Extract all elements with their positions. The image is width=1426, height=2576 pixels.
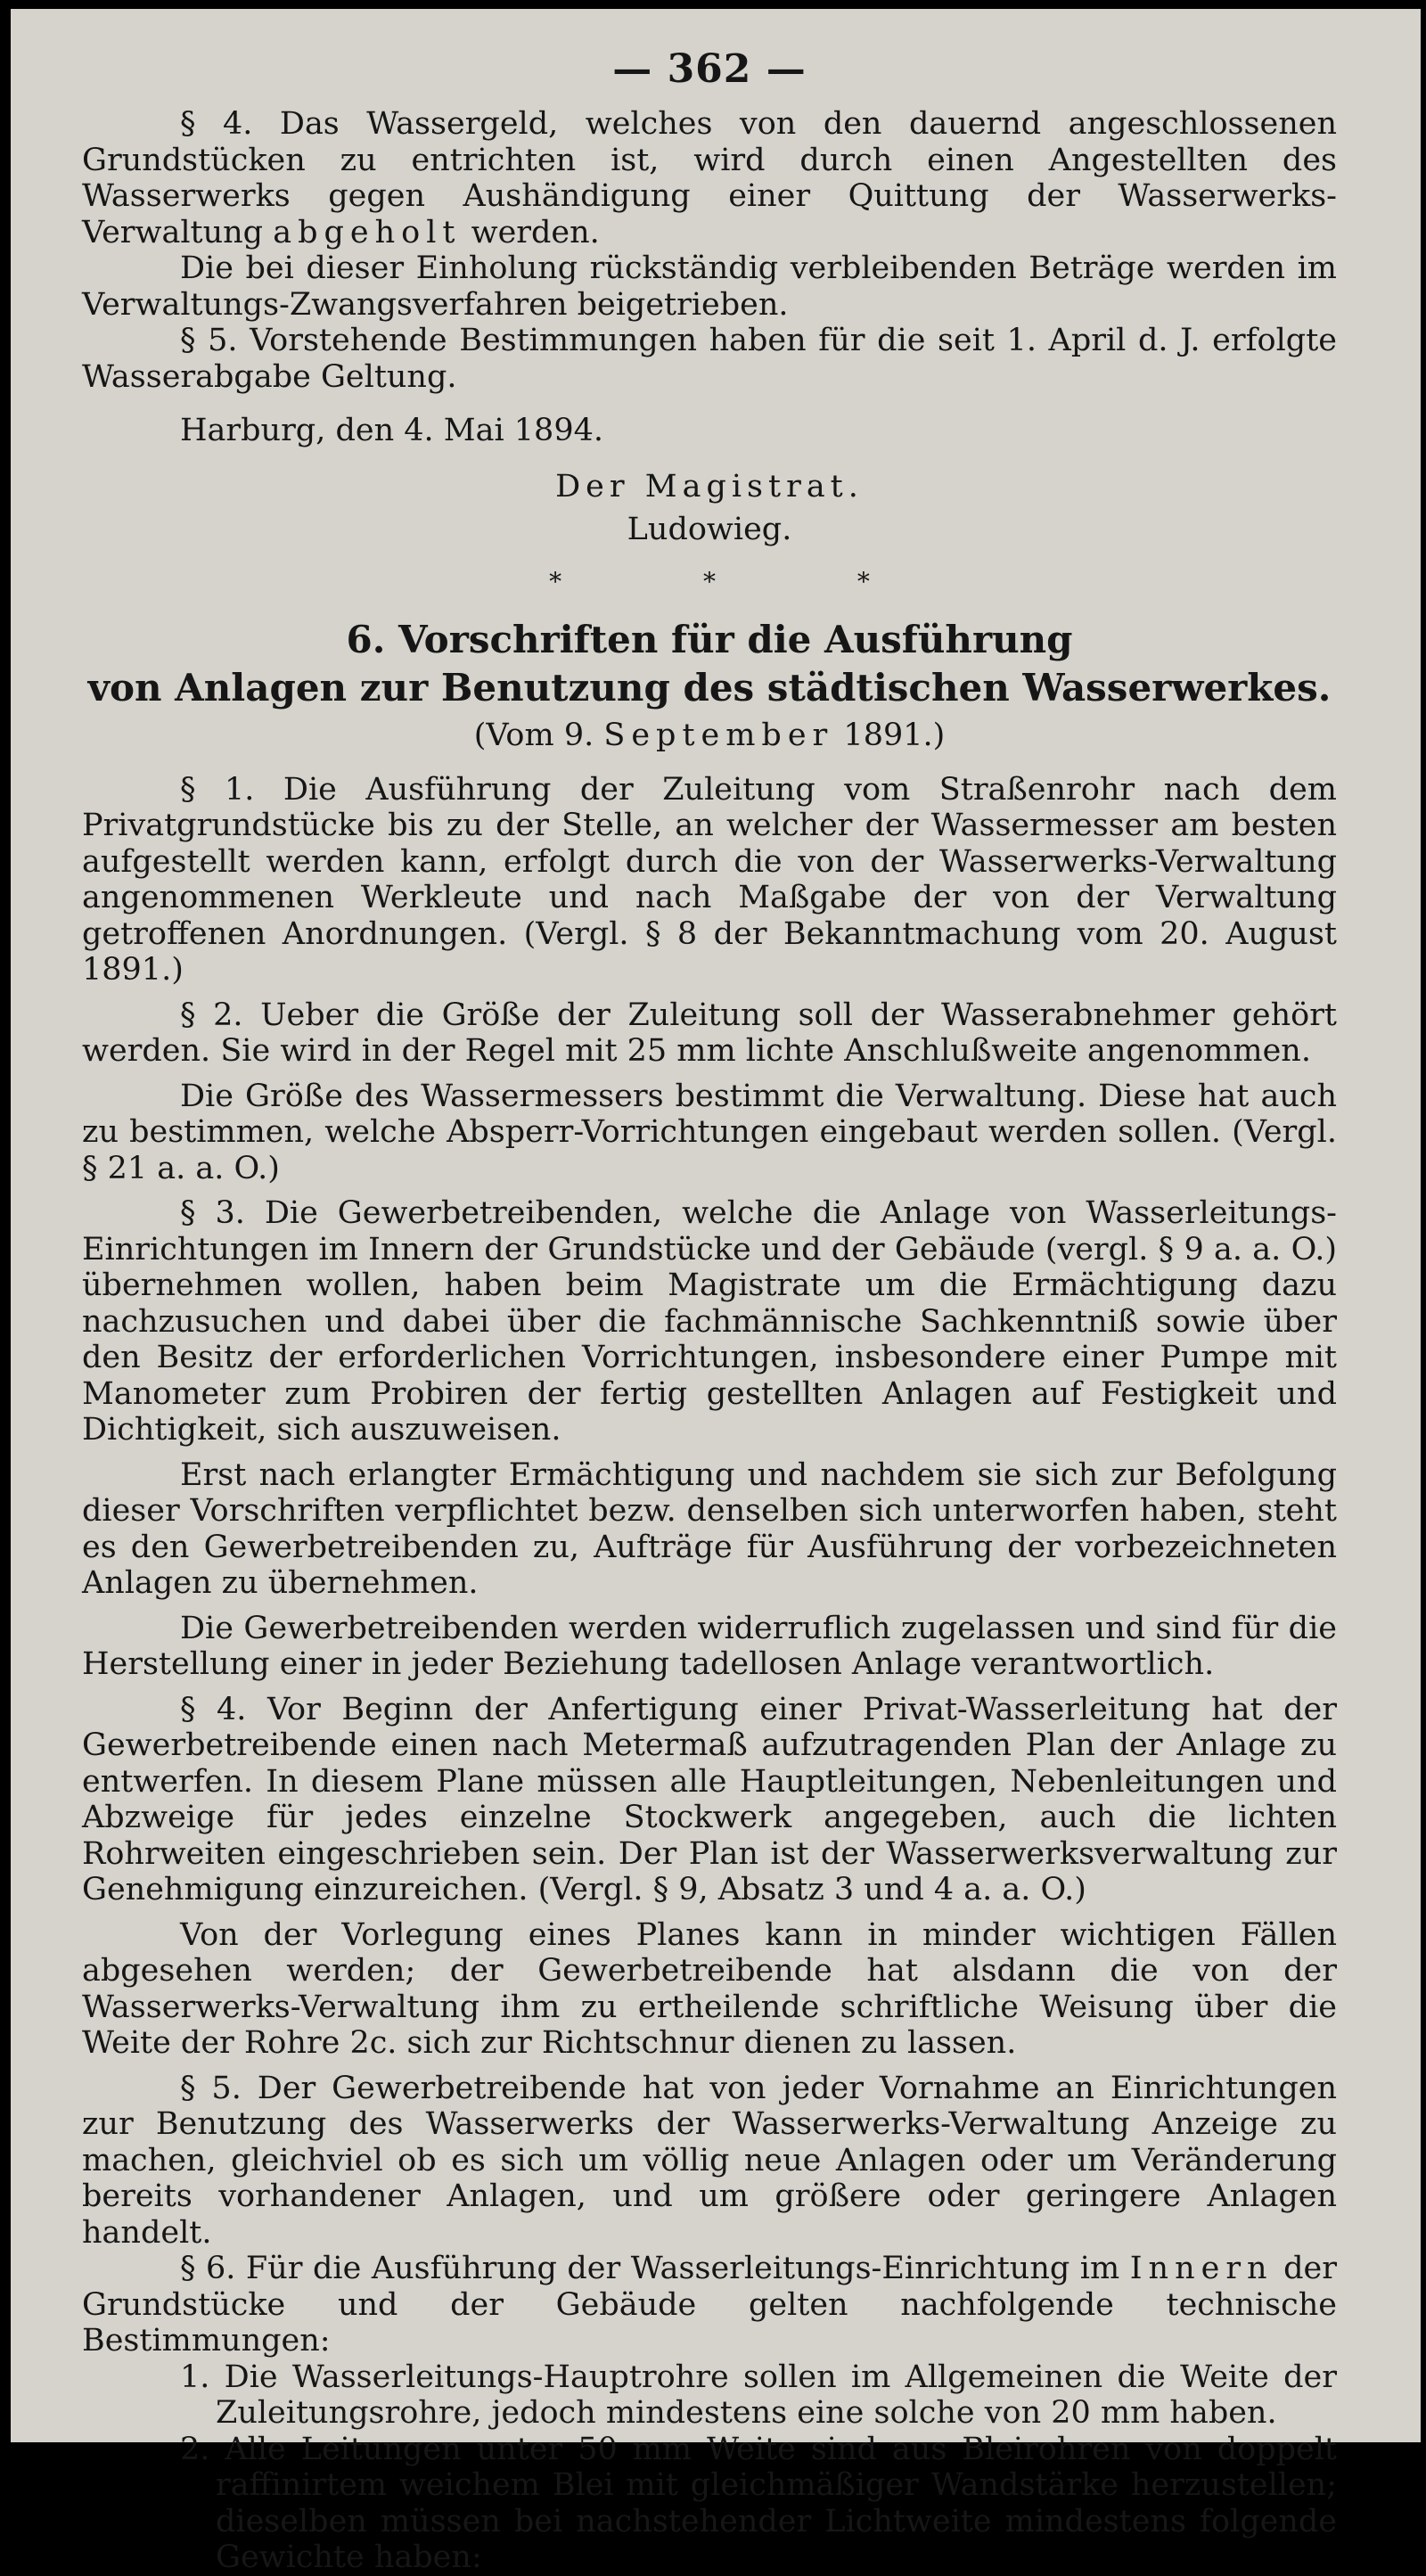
paragraph-s6 [82, 2251, 1337, 2359]
section-date [82, 718, 1337, 754]
paragraph-s2: § 2. Ueber die Größe der Zuleitung soll der Wasserabnehmer gehört werden. Sie wird in der Regel mit 25 mm lichte Anschlußweite angenommen. [82, 997, 1337, 1069]
paragraph-geltung: § 5. Vorstehende Bestimmungen haben für die seit 1. April d. J. erfolgte Wasserabgabe Geltung. [82, 323, 1337, 395]
paragraph-text: § 4. Das Wassergeld, welches von den dauernd angeschlossenen Grundstücken zu entrichten ist, wird durch einen Angestellten des Wasserwerks gegen Aushändigung einer Quittung der Wasserwerks-Verwaltung [82, 106, 1337, 250]
signature-title: Der Magistrat. [555, 468, 864, 505]
paragraph-s3c: Die Gewerbetreibenden werden widerruflich zugelassen und sind für die Herstellung einer in jeder Beziehung tadellosen Anlage verantwortlich. [82, 1610, 1337, 1682]
s6-text: § 6. Für die Ausführung der Wasserleitungs-Einrichtung im [180, 2251, 1120, 2286]
paragraph-s3b: Erst nach erlangter Ermächtigung und nachdem sie sich zur Befolgung dieser Vorschriften verpflichtet bezw. denselben sich unterworfen haben, steht es den Gewerbetreibenden zu, Aufträge für Ausführung der vorbezeichneten Anlagen zu übernehmen. [82, 1456, 1337, 1601]
date-prefix: (Vom 9. [473, 718, 594, 753]
s6-text-end: der Grundstücke und der Gebäude gelten nachfolgende technische Bestimmungen: [82, 2251, 1337, 2359]
paragraph-s4b: Von der Vorlegung eines Planes kann in minder wichtigen Fällen abgesehen werden; der Gewerbetreibende hat alsdann die von der Wasserwerks-Verwaltung ihm zu ertheilende schriftliche Weisung über die Weite der Rohre 2c. sich zur Richtschnur dienen zu lassen. [82, 1916, 1337, 2061]
paragraph-s3: § 3. Die Gewerbetreibenden, welche die Anlage von Wasserleitungs-Einrichtungen im Innern der Grundstücke und der Gebäude (vergl. § 9 a. a. O.) übernehmen wollen, haben beim Magistrate um die Ermächtigung dazu nachzusuchen und dabei über die fachmännische Sachkenntniß sowie über den Besitz der erforderlichen Vorrichtungen, insbesondere einer Pumpe mit Manometer zum Probiren der fertig gestellten Anlagen auf Festigkeit und Dichtigkeit, sich auszuweisen. [82, 1195, 1337, 1448]
date-suffix: 1891.) [843, 718, 946, 753]
paragraph-s2b: Die Größe des Wassermessers bestimmt die Verwaltung. Diese hat auch zu bestimmen, welche Absperr-Vorrichtungen eingebaut werden sollen. (Vergl. § 21 a. a. O.) [82, 1078, 1337, 1186]
paragraph-wassergeld [82, 106, 1337, 250]
paragraph-s5: § 5. Der Gewerbetreibende hat von jeder Vornahme an Einrichtungen zur Benutzung des Wasserwerks der Wasserwerks-Verwaltung Anzeige zu machen, gleichviel ob es sich um völlig neue Anlagen oder um Veränderung bereits vorhandener Anlagen, und um größere oder geringere Anlagen handelt. [82, 2070, 1337, 2251]
place-date: Harburg, den 4. Mai 1894. [180, 413, 603, 448]
spaced-word: abgeholt [273, 214, 462, 250]
separator-stars: * * * [549, 566, 870, 596]
list-item-2: 2. Alle Leitungen unter 50 mm Weite sind aus Bleirohren von doppelt raffinirtem weichem Blei mit gleichmäßiger Wandstärke herzustellen; dieselben müssen bei nachstehender Lichtweite mindestens folgende Gewichte haben: [180, 2431, 1337, 2575]
list-item-1: 1. Die Wasserleitungs-Hauptrohre sollen im Allgemeinen die Weite der Zuleitungsrohre, jedoch mindestens eine solche von 20 mm haben. [180, 2359, 1337, 2431]
heading-line-2: von Anlagen zur Benutzung des städtischen Wasserwerkes. [87, 666, 1332, 710]
paragraph-rueckstaende: Die bei dieser Einholung rückständig verbleibenden Beträge werden im Verwaltungs-Zwangsverfahren beigetrieben. [82, 250, 1337, 323]
section-heading [82, 616, 1337, 712]
paragraph-s4: § 4. Vor Beginn der Anfertigung einer Privat-Wasserleitung hat der Gewerbetreibende einen nach Metermaß aufzutragenden Plan der Anlage zu entwerfen. In diesem Plane müssen alle Hauptleitungen, Nebenleitungen und Abzweige für jedes einzelne Stockwerk angegeben, auch die lichten Rohrweiten eingeschrieben sein. Der Plan ist der Wasserwerksverwaltung zur Genehmigung einzureichen. (Vergl. § 9, Absatz 3 und 4 a. a. O.) [82, 1691, 1337, 1907]
heading-line-1: 6. Vorschriften für die Ausführung [346, 618, 1073, 661]
document-page [11, 9, 1421, 2575]
paragraph-s1: § 1. Die Ausführung der Zuleitung vom Straßenrohr nach dem Privatgrundstücke bis zu der Stelle, an welcher der Wassermesser am besten aufgestellt werden kann, erfolgt durch die von der Wasserwerks-Verwaltung angenommenen Werkleute und nach Maßgabe der von der Verwaltung getroffenen Anordnungen. (Vergl. § 8 der Bekanntmachung vom 20. August 1891.) [82, 771, 1337, 988]
date-month: September [603, 718, 834, 753]
signature-name: Ludowieg. [627, 512, 792, 547]
page-number: — 362 — [612, 46, 807, 92]
paragraph-text-end: werden. [461, 214, 600, 250]
s6-spaced: Innern [1129, 2251, 1274, 2286]
